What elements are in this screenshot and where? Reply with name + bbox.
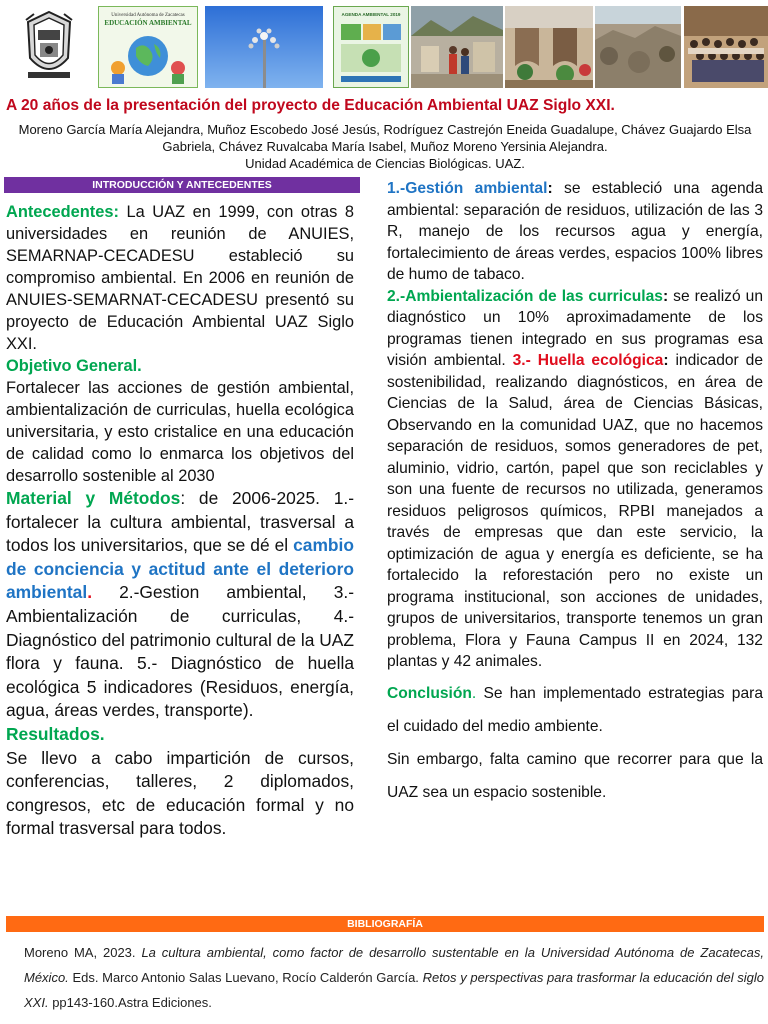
gestion-text: se estableció una agenda ambiental: separación de residuos, utilización de las 3 R, manejo de los recursos agua y energía, fortalecimiento de áreas verdes, espacios 100% libres de humo de tabaco. <box>387 180 764 283</box>
metodos-text-a: : de 2006-2025. 1.- fortalecer la cultura ambiental, trasversal a todos los universitarios, que se dé el <box>6 488 354 556</box>
bib-pages-publisher: pp143-160.Astra Ediciones. <box>48 995 212 1010</box>
group-photo <box>684 6 768 88</box>
author-block <box>10 121 760 172</box>
bib-author: Moreno MA, 2023. <box>24 945 142 960</box>
metodos-heading: Material y Métodos <box>6 488 181 508</box>
sin-embargo-text: Sin embargo, falta camino que recorrer para que la UAZ sea un espacio sostenible. <box>387 750 763 801</box>
antecedentes-text: La UAZ en 1999, con otras 8 universidades en reunión de ANUIES, SEMARNAP-CECADESU estableció su compromiso ambiental. En 2006 en reunión de ANUIES-SEMARNAT-CECADESU presentó su proyecto de Educación Ambiental UAZ Siglo XXI. <box>6 203 354 353</box>
left-column <box>6 201 354 841</box>
antecedentes-paragraph <box>6 201 354 355</box>
conclusion-heading: Conclusión <box>387 684 472 702</box>
objetivo-heading: Objetivo General. <box>6 357 142 375</box>
metodos-period: . <box>87 582 93 603</box>
conclusion-period: . <box>471 684 477 702</box>
educacion-ambiental-poster <box>98 6 198 88</box>
conclusion-block <box>387 677 763 809</box>
resultados-heading: Resultados. <box>6 723 105 744</box>
huella-colon: : <box>663 352 669 369</box>
metodos-text-b: 2.-Gestion ambiental, 3.- Ambientalización de curriculas, 4.- Diagnóstico del patrimonio cultural de la UAZ flora y fauna. 5.- Diagnóstico de huella ecológica 5 indicadores (Residuos, energía, agua, áreas verdes, transporte). <box>6 582 354 721</box>
bibliography-entry <box>24 940 764 1015</box>
landscape-photo <box>595 6 681 88</box>
poster-title: A 20 años de la presentación del proyecto de Educación Ambiental UAZ Siglo XXI. <box>6 97 615 114</box>
author-list: Moreno García María Alejandra, Muñoz Escobedo José Jesús, Rodríguez Castrejón Eneida Guadalupe, Chávez Guajardo Elsa Gabriela, Chávez Ruvalcaba María Isabel, Muñoz Moreno Yersinia Alejandra. <box>18 122 752 154</box>
affiliation: Unidad Académica de Ciencias Biológicas. UAZ. <box>245 156 525 171</box>
conclusion-paragraph <box>387 677 763 743</box>
curriculas-text: se realizó un diagnóstico un 10% aproximadamente de los programas tienen integrado en sus programas esa visión ambiental. <box>387 287 763 369</box>
bib-editors: Eds. Marco Antonio Salas Luevano, Rocío Calderón García. <box>68 970 423 985</box>
antecedentes-heading: Antecedentes: <box>6 203 119 221</box>
right-column <box>387 178 763 809</box>
gestion-paragraph <box>387 178 763 286</box>
agenda-ambiental-poster <box>333 6 409 88</box>
gestion-colon: : <box>547 180 553 197</box>
curriculas-colon: : <box>662 287 669 305</box>
gestion-heading: 1.-Gestión ambiental <box>387 180 548 197</box>
bib-book-title: Retos y perspectivas para trasformar la educación del siglo XXI. <box>24 970 764 1010</box>
curriculas-heading: 2.-Ambientalización de las curriculas <box>387 287 663 305</box>
metodos-paragraph <box>6 487 354 723</box>
outdoor-exhibition-photo <box>411 6 503 88</box>
building-plants-photo <box>505 6 593 88</box>
metodos-highlight: cambio de conciencia y actitud ante el deterioro ambiental <box>6 535 354 603</box>
lamppost-photo <box>205 6 323 88</box>
bibliography-section-bar: BIBLIOGRAFÍA <box>6 916 764 932</box>
poster1-line2: EDUCACIÓN AMBIENTAL <box>104 19 192 27</box>
curriculas-paragraph <box>387 286 763 673</box>
huella-text: indicador de sostenibilidad, realizando diagnósticos, en área de Ciencias de la Salud, área de Ciencias Básicas, Observando en la comunidad UAZ, que no hacemos separación de residuos, somos generadores de pet, aluminio, vidrio, cartón, papel que son reciclables y son una fuente de recursos no utilizada, generamos residuos peligrosos químicos, RPBI manejados a través de empresas que dan este servicio, la optimización de agua y energía es deficiente, se ha fortalecido la reforestación pero no existe un programa institucional, son acciones de unidades, grupos de universitarios, transporte tenemos un gran problema, Flora y Fauna Campus II en 2024, 132 plantas y 42 animales. <box>387 352 763 670</box>
bib-chapter-title: La cultura ambiental, como factor de desarrollo sustentable en la Universidad Autónoma de Zacatecas, México. <box>24 945 765 985</box>
intro-section-bar: INTRODUCCIÓN Y ANTECEDENTES <box>4 177 360 193</box>
objetivo-text: Fortalecer las acciones de gestión ambiental, ambientalización de curriculas, huella ecológica universitaria, y esto cristalice en una educación de calidad como lo enmarca los objetivos del desarrollo sostenible al 2030 <box>6 379 354 485</box>
header-image-strip <box>0 4 768 92</box>
resultados-text: Se llevo a cabo impartición de cursos, conferencias, talleres, 2 diplomados, congresos, etc de educación formal y no formal trasversal para todos. <box>6 747 354 839</box>
huella-heading: 3.- Huella ecológica <box>512 352 664 369</box>
conclusion-text: Se han implementado estrategias para el cuidado del medio ambiente. <box>387 684 763 735</box>
uaz-seal-logo <box>18 6 80 88</box>
poster1-line1: Universidad Autónoma de Zacatecas <box>111 13 185 18</box>
poster2-line1: AGENDA AMBIENTAL 2019 <box>341 12 401 17</box>
